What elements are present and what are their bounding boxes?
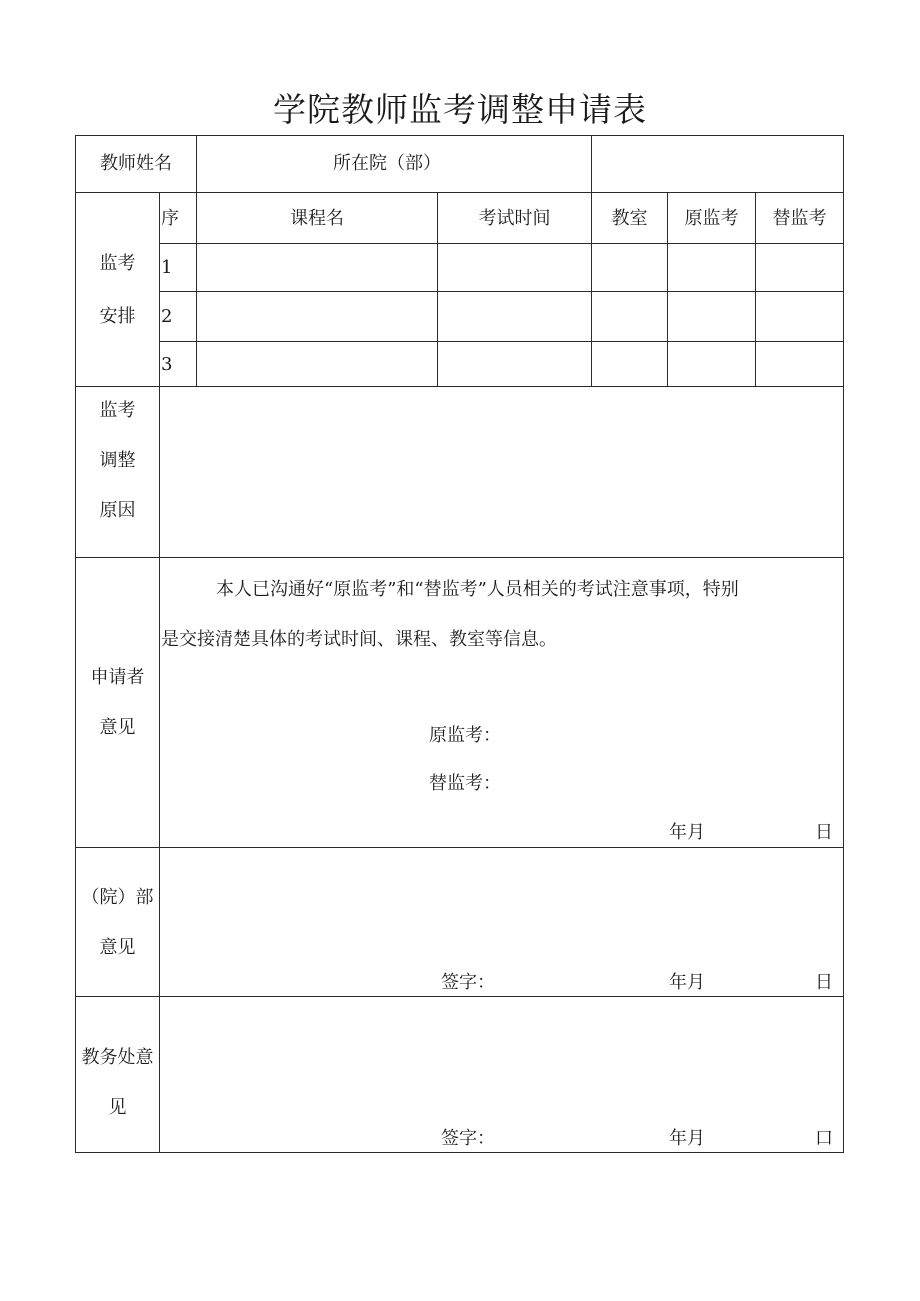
department-opinion-label: （院）部 (81, 887, 154, 908)
date-day: 日 (815, 822, 833, 843)
table-border (75, 192, 844, 193)
reason-label: 原因 (99, 500, 136, 521)
department-label: 所在院（部） (333, 153, 441, 174)
date-year-month: 年月 (669, 972, 705, 993)
column-header-exam-time: 考试时间 (478, 208, 551, 229)
column-header-classroom: 教室 (611, 208, 648, 229)
arrangement-section-label: 安排 (99, 306, 136, 327)
department-opinion-field[interactable] (160, 848, 843, 968)
applicant-statement: 是交接清楚具体的考试时间、课程、教室等信息。 (161, 629, 557, 650)
signature-label: 签字： (441, 972, 495, 993)
signature-label: 签字： (441, 1128, 495, 1149)
column-header-substitute-invigilator: 替监考 (772, 208, 827, 229)
substitute-invigilator-signature-label: 替监考： (429, 773, 501, 794)
reason-label: 监考 (99, 400, 136, 421)
reason-field[interactable] (160, 387, 843, 557)
table-border (75, 135, 76, 1153)
table-border (75, 1152, 844, 1153)
academic-affairs-opinion-label: 见 (108, 1097, 127, 1118)
column-header-course: 课程名 (290, 208, 344, 229)
applicant-statement: 本人已沟通好“原监考”和“替监考”人员相关的考试注意事项，特别 (216, 579, 739, 600)
applicant-label: 意见 (99, 717, 136, 738)
column-header-original-invigilator: 原监考 (684, 208, 739, 229)
date-year-month: 年月 (669, 822, 705, 843)
table-row-seq: 1 (161, 257, 173, 278)
form-title: 学院教师监考调整申请表 (273, 90, 647, 129)
table-border (159, 341, 844, 342)
date-day: 日 (815, 972, 833, 993)
academic-affairs-opinion-field[interactable] (160, 997, 843, 1122)
academic-affairs-opinion-label: 教务处意 (81, 1047, 154, 1068)
applicant-label: 申请者 (90, 667, 145, 688)
original-invigilator-signature-label: 原监考： (429, 725, 501, 746)
teacher-name-label: 教师姓名 (100, 153, 172, 174)
department-opinion-label: 意见 (99, 937, 136, 958)
date-day: 口 (815, 1128, 833, 1149)
arrangement-section-label: 监考 (99, 253, 136, 274)
teacher-name-field[interactable] (197, 136, 317, 192)
column-header-seq: 序 (161, 208, 179, 229)
reason-label: 调整 (99, 450, 136, 471)
department-field[interactable] (592, 136, 843, 192)
date-year-month: 年月 (669, 1128, 705, 1149)
table-row-seq: 2 (161, 306, 173, 327)
table-border (843, 135, 844, 1153)
table-row-seq: 3 (161, 354, 173, 375)
table-border (159, 291, 844, 292)
table-border (159, 243, 844, 244)
table-border (75, 557, 844, 558)
